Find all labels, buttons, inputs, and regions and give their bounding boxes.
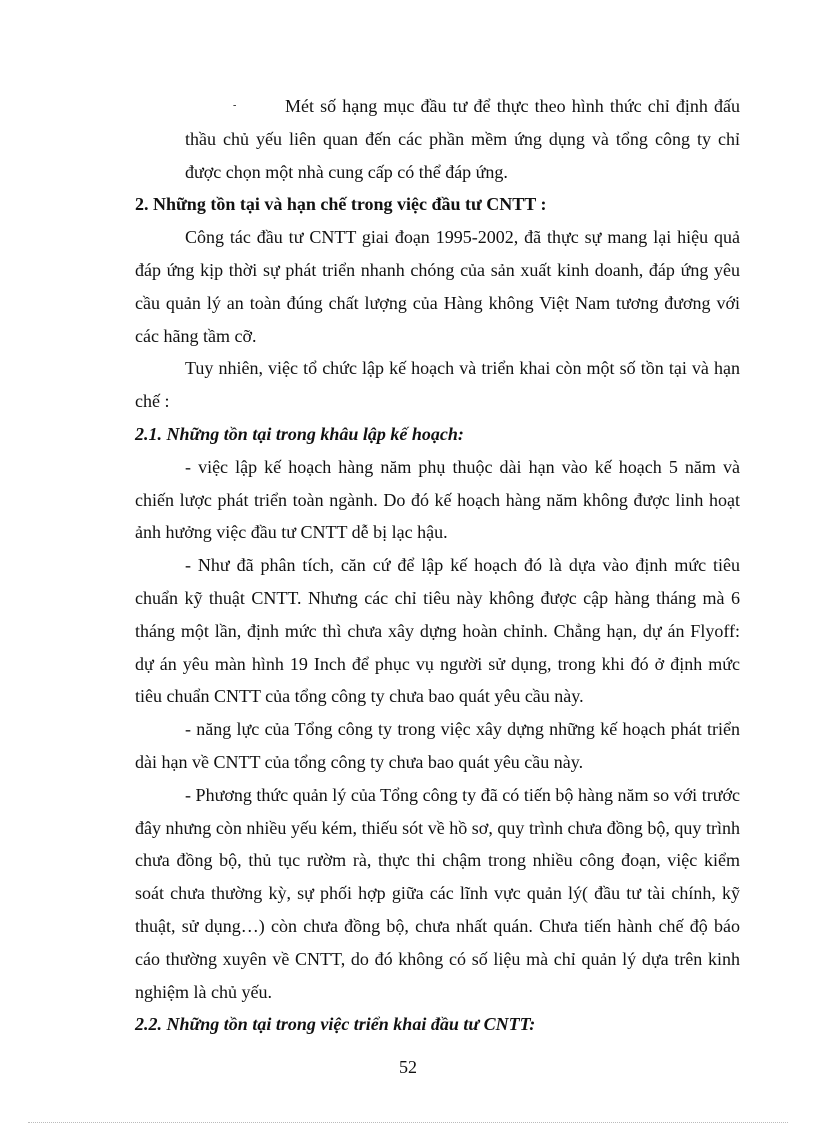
page-body — [135, 90, 740, 1041]
section-2-1-item: - Như đã phân tích, căn cứ để lập kế hoạch đó là dựa vào định mức tiêu chuẩn kỹ thuật CNTT. Nhưng các chỉ tiêu này không được cập hàng tháng mà 6 tháng một lần, định mức thì chưa xây dựng hoàn chỉnh. Chẳng hạn, dự án Flyoff: dự án yêu màn hình 19 Inch để phục vụ người sử dụng, trong khi đó ở định mức tiêu chuẩn CNTT của tổng công ty chưa bao quát yêu cầu này. — [135, 555, 740, 707]
bullet-marker: - — [233, 100, 237, 111]
section-2-1-item: - năng lực của Tổng công ty trong việc xây dựng những kế hoạch phát triển dài hạn về CNTT của tổng công ty chưa bao quát yêu cầu này. — [135, 719, 740, 772]
section-2-heading: 2. Những tồn tại và hạn chế trong việc đầu tư CNTT : — [135, 194, 547, 215]
section-2-1-item: - việc lập kế hoạch hàng năm phụ thuộc dài hạn vào kế hoạch 5 năm và chiến lược phát triển toàn ngành. Do đó kế hoạch hàng năm không được linh hoạt ảnh hưởng việc đầu tư CNTT dễ bị lạc hậu. — [135, 456, 740, 543]
page-number: 52 — [399, 1057, 417, 1077]
bullet-text: Mét số hạng mục đầu tư để thực theo hình thức chỉ định đấu thầu chủ yếu liên quan đến các phần mềm ứng dụng và tổng công ty chỉ được chọn một nhà cung cấp có thể đáp ứng. — [185, 96, 740, 182]
bullet-item — [135, 90, 740, 188]
section-2-paragraph-1: Công tác đầu tư CNTT giai đoạn 1995-2002, đã thực sự mang lại hiệu quả đáp ứng kịp thời sự phát triển nhanh chóng của sản xuất kinh doanh, đáp ứng yêu cầu quản lý an toàn đúng chất lượng của Hàng không Việt Nam tương đương với các hãng tầm cỡ. — [135, 227, 740, 346]
section-2-1-heading: 2.1. Những tồn tại trong khâu lập kế hoạch: — [135, 423, 464, 444]
section-2-paragraph-2: Tuy nhiên, việc tổ chức lập kế hoạch và triển khai còn một số tồn tại và hạn chế : — [135, 358, 740, 412]
section-2-1-item: - Phương thức quản lý của Tổng công ty đã có tiến bộ hàng năm so với trước đây nhưng còn nhiều yếu kém, thiếu sót về hồ sơ, quy trình chưa đồng bộ, quy trình chưa đồng bộ, thủ tục rườm rà, thực thi chậm trong nhiều công đoạn, việc kiểm soát chưa thường kỳ, sự phối hợp giữa các lĩnh vực quản lý( đầu tư tài chính, kỹ thuật, sử dụng…) còn chưa đồng bộ, chưa nhất quán. Chưa tiến hành chế độ báo cáo thường xuyên về CNTT, do đó không có số liệu mà chỉ quản lý dựa trên kinh nghiệm là chủ yếu. — [135, 784, 740, 1002]
section-2-2-heading: 2.2. Những tồn tại trong việc triển khai đầu tư CNTT: — [135, 1014, 536, 1035]
